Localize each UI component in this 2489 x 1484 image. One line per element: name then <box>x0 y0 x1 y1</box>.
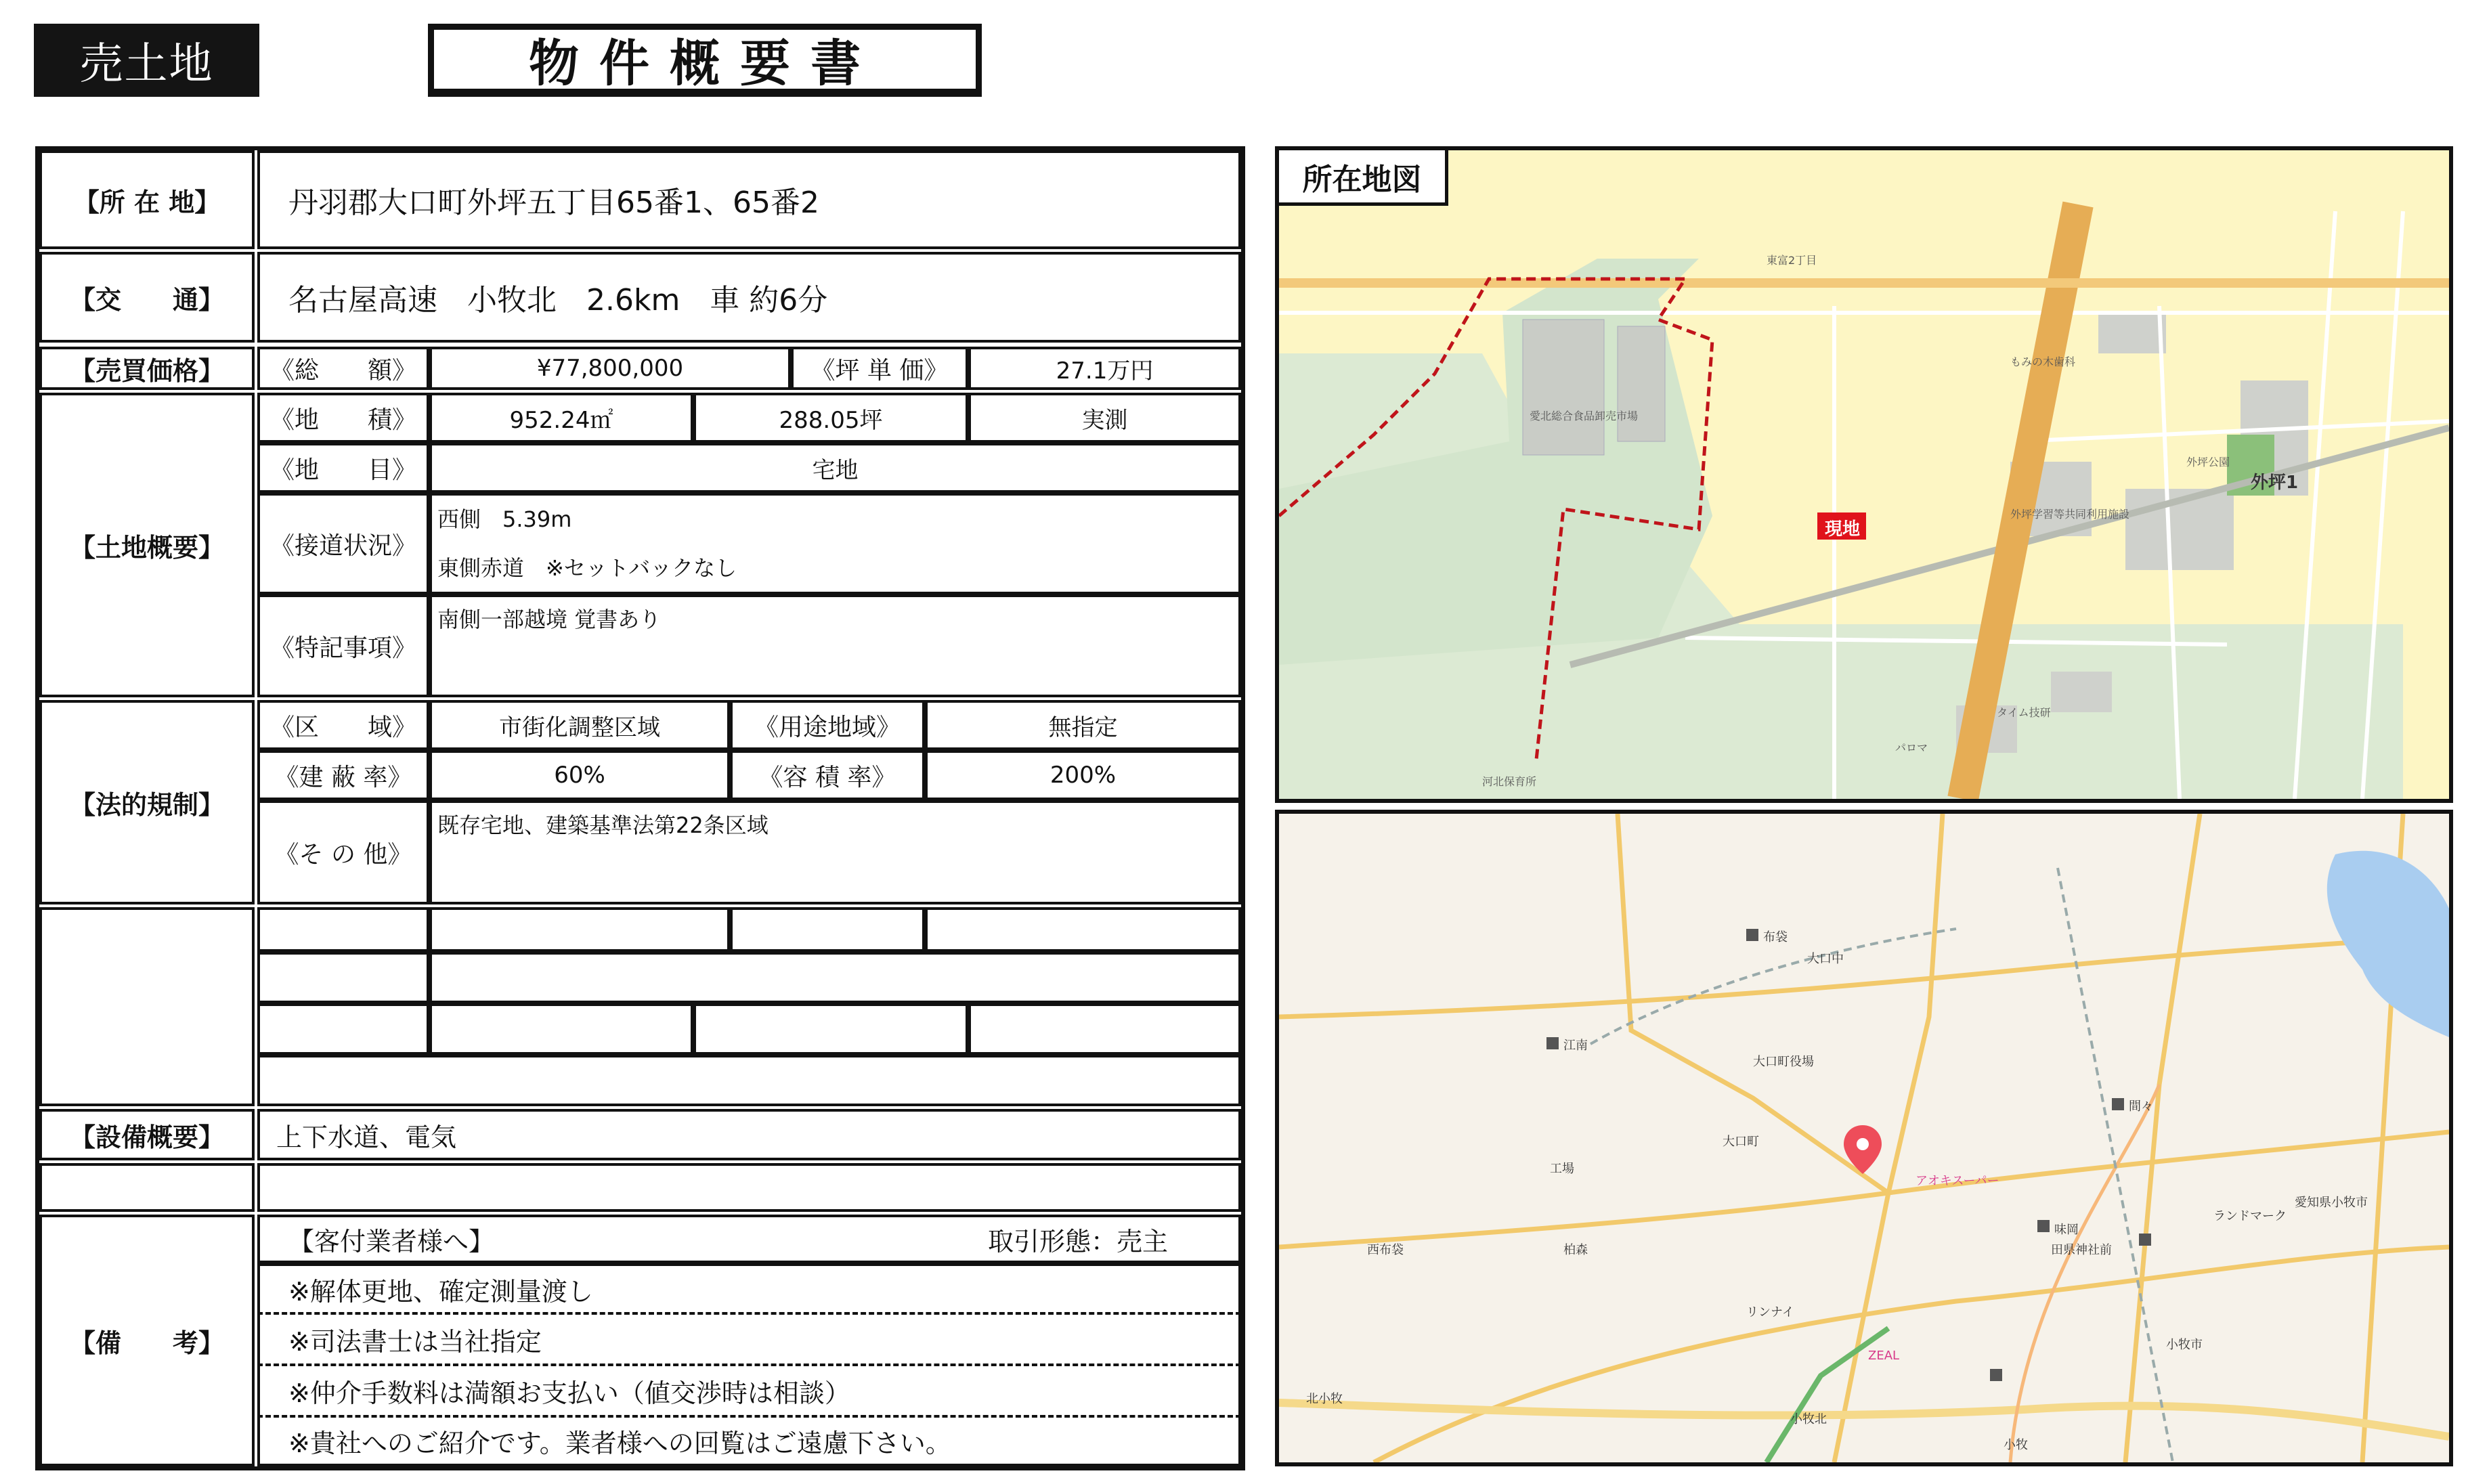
road-access-value <box>429 493 1241 594</box>
facilities-label: 【設備概要】 <box>39 1109 255 1160</box>
location-map-title: 所在地図 <box>1279 150 1448 206</box>
facilities-value: 上下水道、電気 <box>257 1109 1241 1160</box>
area-map-graphic <box>1279 814 2449 1462</box>
floor-area-ratio-value: 200% <box>925 750 1241 800</box>
map-label: 柏森 <box>1563 1243 1588 1257</box>
location-map-detail <box>1275 146 2453 803</box>
remark-line: ※貴社へのご紹介です。業者様への回覧はご遠慮下さい。 <box>257 1418 1241 1466</box>
floor-area-ratio-label: 《容 積 率》 <box>730 750 925 800</box>
zone-label: 《区 域》 <box>257 700 429 750</box>
total-price-value: ¥77,800,000 <box>429 347 791 390</box>
map-label: 愛北総合食品卸売市場 <box>1530 410 1639 422</box>
total-price-label: 《総 額》 <box>257 347 429 390</box>
map-label: 外坪1 <box>2251 473 2299 493</box>
map-label: ZEAL <box>1868 1349 1900 1363</box>
land-category-value: 宅地 <box>429 443 1241 493</box>
blank-label-cell <box>39 1163 255 1212</box>
blank-cell <box>968 1003 1241 1055</box>
map-label: 河北保育所 <box>1482 775 1537 788</box>
building <box>1523 320 1604 455</box>
blank-cell <box>429 952 1241 1003</box>
special-notes-label: 《特記事項》 <box>257 594 429 697</box>
map-label: 田県神社前 <box>2051 1243 2112 1257</box>
map-label: 大口町役場 <box>1753 1055 1814 1069</box>
blank-cell <box>429 1003 693 1055</box>
map-label: 外坪学習等共同利用施設 <box>2010 508 2130 521</box>
remark-line: ※司法書士は当社指定 <box>257 1315 1241 1366</box>
to-agents-heading: 【客付業者様へ】 <box>288 1226 495 1257</box>
location-value: 丹羽郡大口町外坪五丁目65番1、65番2 <box>257 150 1241 249</box>
map-label: 味岡 <box>2054 1223 2079 1237</box>
transport-value: 名古屋高速 小牧北 2.6km 車 約6分 <box>257 252 1241 343</box>
map-label: 西布袋 <box>1367 1243 1404 1257</box>
blank-cell <box>257 1055 1241 1106</box>
price-label: 【売買価格】 <box>39 347 255 390</box>
special-notes-value: 南側一部越境 覚書あり <box>429 594 1241 697</box>
building <box>2098 313 2166 353</box>
property-info-table <box>35 146 1245 1470</box>
location-pin-dot <box>1857 1138 1869 1150</box>
zone-value: 市街化調整区域 <box>429 700 730 750</box>
blank-cell <box>429 907 730 952</box>
railway-line <box>1590 929 1956 1044</box>
unit-price-value: 27.1万円 <box>968 347 1241 390</box>
map-label: アオキスーパー <box>1916 1174 1999 1188</box>
legal-restrictions-label: 【法的規制】 <box>39 700 255 904</box>
remark-line: ※仲介手数料は満額お支払い（値交渉時は相談） <box>257 1366 1241 1418</box>
map-label: 小牧市 <box>2166 1338 2203 1352</box>
area-label: 《地 積》 <box>257 393 429 443</box>
remark-line: ※解体更地、確定測量渡し <box>257 1263 1241 1315</box>
map-label: 小牧北 <box>1790 1412 1827 1426</box>
map-label: 大口中 <box>1807 952 1844 966</box>
site-label: 現地 <box>1825 519 1861 540</box>
blank-cell <box>730 907 925 952</box>
area-measurement-note: 実測 <box>968 393 1241 443</box>
use-district-label: 《用途地域》 <box>730 700 925 750</box>
transaction-type: 取引形態：売主 <box>987 1226 1168 1257</box>
map-label: 大口町 <box>1723 1135 1759 1149</box>
transport-label: 【交 通】 <box>39 252 255 343</box>
road-access-label: 《接道状況》 <box>257 493 429 594</box>
unit-price-label: 《坪 単 価》 <box>791 347 968 390</box>
blank-cell <box>257 952 429 1003</box>
road-access-west: 西側 5.39m <box>437 506 572 532</box>
land-overview-label: 【土地概要】 <box>39 393 255 697</box>
area-m2: 952.24㎡ <box>429 393 693 443</box>
lake <box>2327 851 2449 1037</box>
map-label: もみの木歯科 <box>2010 355 2076 368</box>
blank-label-cell <box>39 907 255 1106</box>
map-label: 工場 <box>1550 1162 1574 1176</box>
road-access-east: 東側赤道 ※セットバックなし <box>437 555 737 581</box>
map-label: 東富2丁目 <box>1767 254 1817 267</box>
map-label: 小牧 <box>2004 1438 2028 1452</box>
map-label: タイム技研 <box>1997 706 2051 719</box>
building-coverage-label: 《建 蔽 率》 <box>257 750 429 800</box>
blank-cell <box>925 907 1241 952</box>
blank-cell <box>257 1163 1241 1212</box>
map-label: リンナイ <box>1746 1305 1794 1319</box>
area-tsubo: 288.05坪 <box>693 393 968 443</box>
map-label: 布袋 <box>1763 930 1788 944</box>
other-label: 《そ の 他》 <box>257 800 429 904</box>
map-label: 外坪公園 <box>2186 456 2230 468</box>
blank-cell <box>257 1003 429 1055</box>
property-type-badge: 売土地 <box>34 24 259 97</box>
building <box>2051 672 2112 712</box>
other-value: 既存宅地、建築基準法第22条区域 <box>429 800 1241 904</box>
land-category-label: 《地 目》 <box>257 443 429 493</box>
remarks-label: 【備 考】 <box>39 1215 255 1466</box>
map-label: ランドマーク <box>2213 1209 2287 1223</box>
remarks-header <box>257 1215 1241 1263</box>
use-district-value: 無指定 <box>925 700 1241 750</box>
expressway-band <box>1279 1403 2449 1437</box>
building <box>1618 326 1665 441</box>
map-label: パロマ <box>1895 741 1928 754</box>
location-label: 【所 在 地】 <box>39 150 255 249</box>
map-label: 江南 <box>1563 1039 1588 1053</box>
location-map-area <box>1275 810 2453 1466</box>
map-label: 間々 <box>2129 1099 2153 1114</box>
building-coverage-value: 60% <box>429 750 730 800</box>
map-label: 愛知県小牧市 <box>2295 1196 2368 1210</box>
blank-cell <box>257 907 429 952</box>
document-title: 物件概要書 <box>428 24 982 97</box>
blank-cell <box>693 1003 968 1055</box>
map-label: 北小牧 <box>1306 1392 1343 1406</box>
